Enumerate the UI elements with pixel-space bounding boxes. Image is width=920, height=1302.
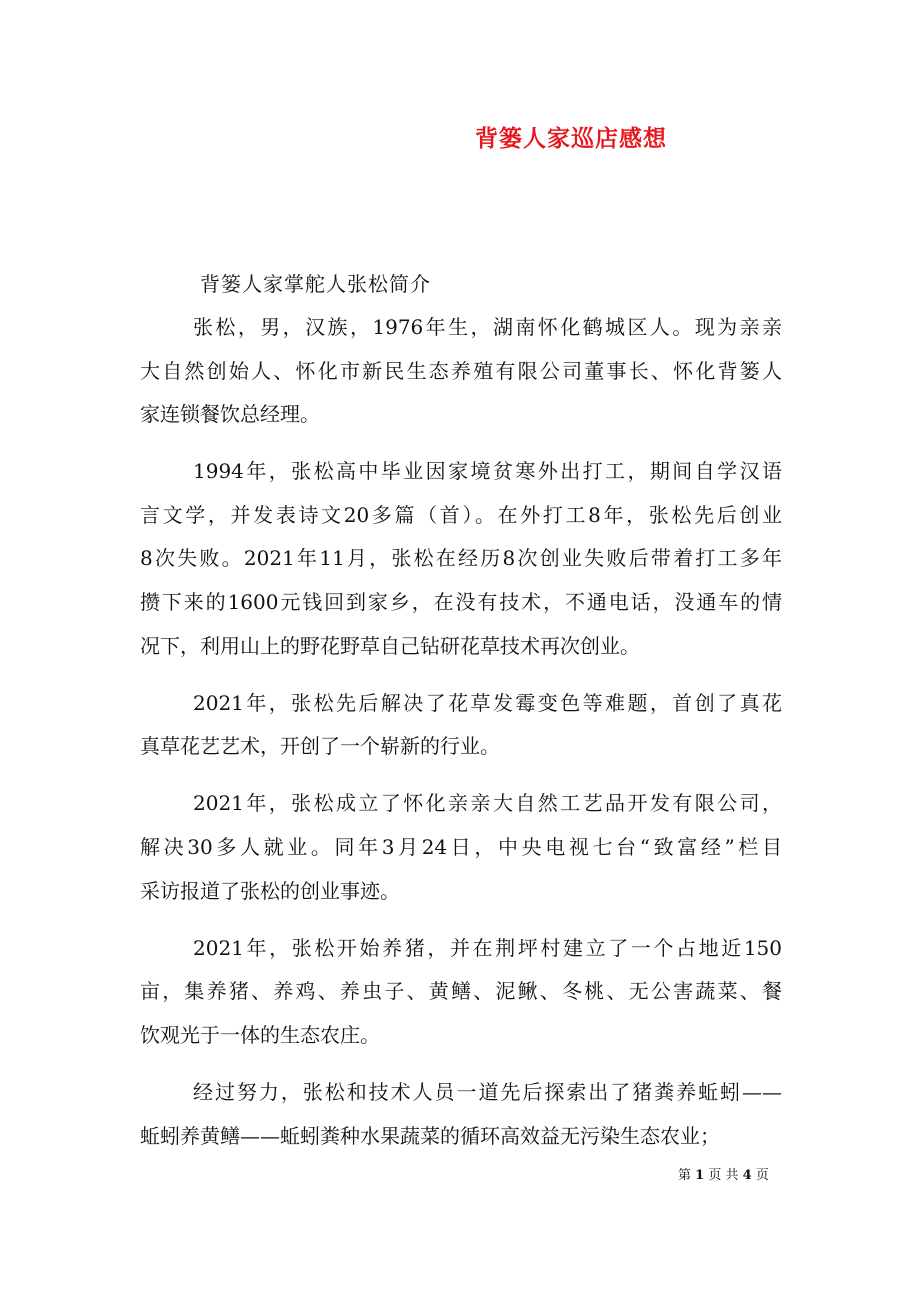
text-line: 2021年，张松成立了怀化亲亲大自然工艺品开发有限公司， [193, 791, 782, 816]
paragraph [140, 313, 782, 444]
paragraph [140, 934, 782, 1065]
text-line: 真草花艺艺术，开创了一个崭新的行业。 [140, 734, 500, 759]
text-line: 言文学，并发表诗文20多篇（首）。在外打工8年，张松先后创业 [140, 502, 782, 527]
document-title: 背篓人家巡店感想 [475, 125, 667, 152]
text-line: 饮观光于一体的生态农庄。 [140, 1022, 380, 1047]
paragraph [140, 457, 782, 675]
text-line: 2021年，张松先后解决了花草发霉变色等难题，首创了真花 [193, 690, 782, 715]
document-body [140, 313, 782, 1179]
text-line: 2021年，张松开始养猪，并在荆坪村建立了一个占地近150 [193, 935, 782, 960]
text-line: 8次失败。2021年11月，张松在经历8次创业失败后带着打工多年 [140, 546, 782, 571]
text-line: 大自然创始人、怀化市新民生态养殖有限公司董事长、怀化背篓人 [140, 358, 782, 383]
page-footer [678, 1164, 769, 1183]
footer-text: 页 [755, 1168, 769, 1183]
text-line: 1994年，张松高中毕业因家境贫寒外出打工，期间自学汉语 [193, 459, 782, 484]
text-line: 家连锁餐饮总经理。 [140, 402, 320, 427]
paragraph [140, 1078, 782, 1165]
text-line: 采访报道了张松的创业事迹。 [140, 878, 400, 903]
current-page-number: 1 [695, 1168, 705, 1183]
text-line: 蚯蚓养黄鳝——蚯蚓粪种水果蔬菜的循环高效益无污染生态农业； [140, 1123, 720, 1148]
text-line: 况下，利用山上的野花野草自己钻研花草技术再次创业。 [140, 633, 640, 658]
text-line: 经过努力，张松和技术人员一道先后探索出了猪粪养蚯蚓—— [193, 1080, 782, 1104]
paragraph [140, 789, 782, 920]
section-subtitle: 背篓人家掌舵人张松简介 [200, 272, 431, 296]
footer-text: 第 [678, 1168, 692, 1183]
text-line: 解决30多人就业。同年3月24日，中央电视七台“致富经”栏目 [140, 835, 782, 860]
text-line: 亩，集养猪、养鸡、养虫子、黄鳝、泥鳅、冬桃、无公害蔬菜、餐 [140, 979, 782, 1004]
text-line: 攒下来的1600元钱回到家乡，在没有技术，不通电话，没通车的情 [140, 590, 782, 615]
paragraph [140, 689, 782, 776]
total-pages: 4 [742, 1168, 752, 1183]
text-line: 张松，男，汉族，1976年生，湖南怀化鹤城区人。现为亲亲 [193, 315, 782, 339]
footer-text: 页 共 [708, 1168, 739, 1183]
